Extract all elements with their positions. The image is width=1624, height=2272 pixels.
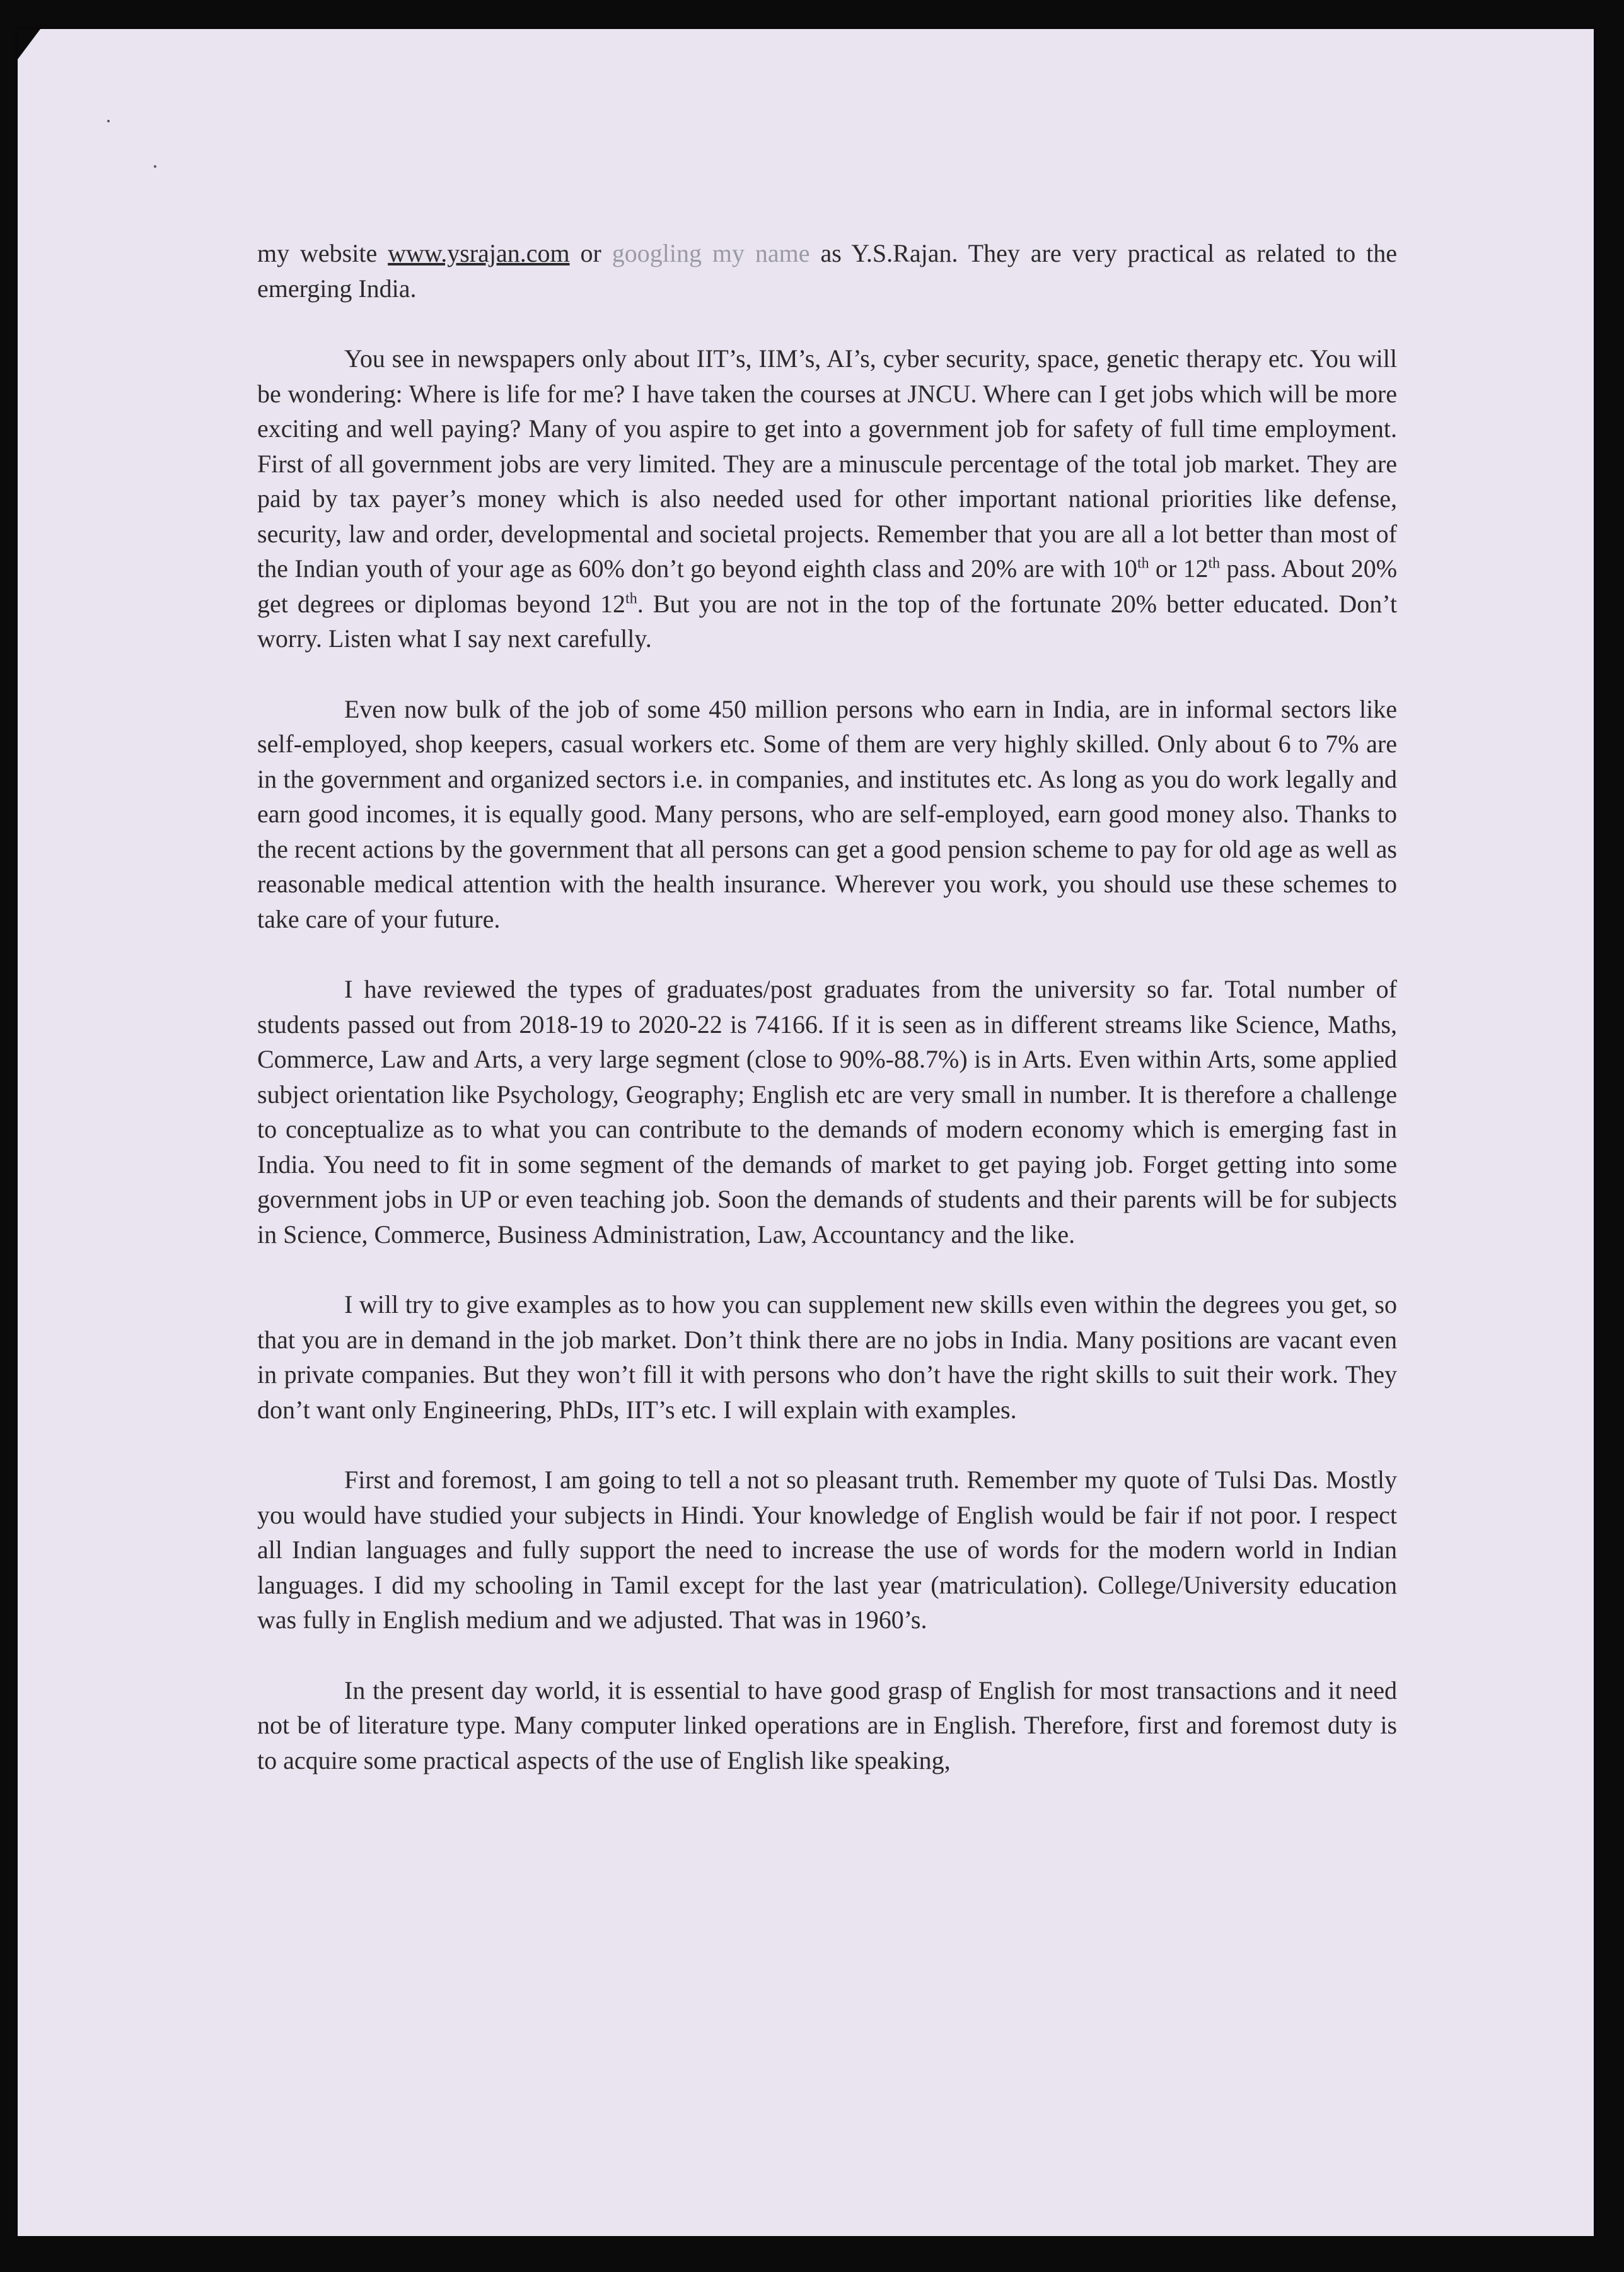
paragraph-text: . But you are not in the top of the fortunate 20% better educated. Don’t worry. Listen what I say next carefully. [257, 589, 1398, 653]
opening-text: or [569, 239, 612, 267]
paper-speck [107, 120, 110, 122]
opening-text: as Y.S.Rajan. They are very practical as related to the emerging India. [257, 239, 1397, 303]
paragraph-text: You see in newspapers only about IIT’s, IIM’s, AI’s, cyber security, space, genetic therapy etc. You will be wondering: Where is life for me? I have taken the courses at JNCU. Where can I get jobs which will be more exciting and well paying? Many of you aspire to get into a government job for safety of full time employment. First of all government jobs are very limited. They are a minuscule percentage of the total job market. They are paid by tax payer’s money which is also needed used for other important national priorities like defense, security, law and order, developmental and societal projects. Remember that you are all a lot better than most of the Indian youth of your age as 60% don’t go beyond eighth class and 20% are with 10 [257, 344, 1397, 583]
folded-corner [18, 29, 40, 59]
paragraph-5: First and foremost, I am going to tell a not so pleasant truth. Remember my quote of Tulsi Das. Mostly you would have studied your subjects in Hindi. Your knowledge of English would be fair if not poor. I respect all Indian languages and fully support the need to increase the use of words for the modern world in Indian languages. I did my schooling in Tamil except for the last year (matriculation). College/University education was fully in English medium and we adjusted. That was in 1960’s. [257, 1465, 1397, 1634]
superscript: th [625, 590, 637, 607]
opening-text: my website [257, 239, 388, 267]
superscript: th [1208, 555, 1221, 572]
paragraph-1 [257, 341, 1397, 656]
paper-speck [154, 165, 156, 168]
paragraph-4: I will try to give examples as to how you can supplement new skills even within the degrees you get, so that you are in demand in the job market. Don’t think there are no jobs in India. Many positions are vacant even in private companies. But they won’t fill it with persons who don’t have the right skills to suit their work. They don’t want only Engineering, PhDs, IIT’s etc. I will explain with examples. [257, 1290, 1397, 1424]
faded-text: googling my name [612, 239, 810, 267]
superscript: th [1137, 555, 1149, 572]
paragraph-text: pass. About 20% get degrees or diplomas beyond 12 [257, 554, 1398, 618]
paragraph-3: I have reviewed the types of graduates/post graduates from the university so far. Total number of students passed out from 2018-19 to 2020-22 is 74166. If it is seen as in different streams like Science, Maths, Commerce, Law and Arts, a very large segment (close to 90%-88.7%) is in Arts. Even within Arts, some applied subject orientation like Psychology, Geography; English etc are very small in number. It is therefore a challenge to conceptualize as to what you can contribute to the demands of modern economy which is emerging fast in India. You need to fit in some segment of the demands of market to get paying job. Forget getting into some government jobs in UP or even teaching job. Soon the demands of students and their parents will be for subjects in Science, Commerce, Business Administration, Law, Accountancy and the like. [257, 975, 1397, 1249]
document-body [257, 236, 1397, 1813]
website-link[interactable]: www.ysrajan.com [388, 239, 570, 267]
paragraph-2: Even now bulk of the job of some 450 million persons who earn in India, are in informal sectors like self-employed, shop keepers, casual workers etc. Some of them are very highly skilled. Only about 6 to 7% are in the government and organized sectors i.e. in companies, and institutes etc. As long as you do work legally and earn good incomes, it is equally good. Many persons, who are self-employed, earn good money also. Thanks to the recent actions by the government that all persons can get a good pension scheme to pay for old age as well as reasonable medical attention with the health insurance. Wherever you work, you should use these schemes to take care of your future. [257, 694, 1397, 933]
paragraph-text: or 12 [1149, 554, 1209, 583]
opening-paragraph [257, 236, 1397, 306]
paragraph-6: In the present day world, it is essential to have good grasp of English for most transactions and it need not be of literature type. Many computer linked operations are in English. Therefore, first and foremost duty is to acquire some practical aspects of the use of English like speaking, [257, 1675, 1397, 1774]
